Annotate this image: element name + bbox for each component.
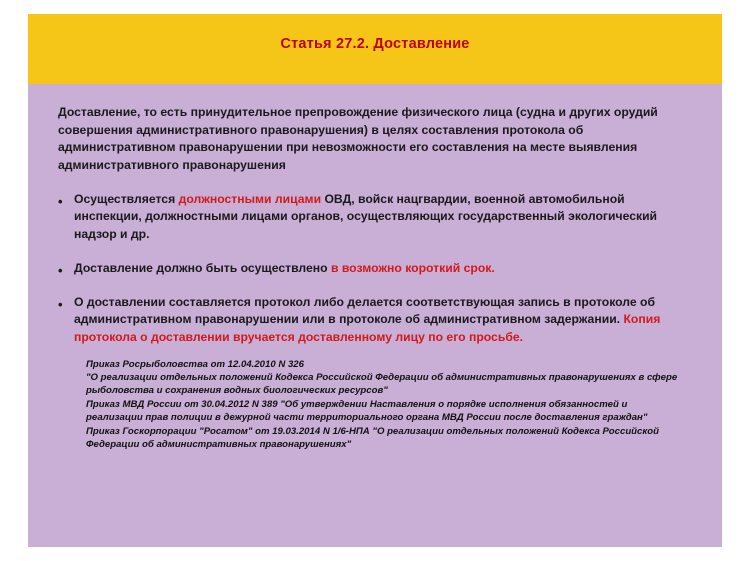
paragraph-protocol [28,294,722,347]
paragraph-text-plain: Осуществляется [74,191,179,206]
reference-item: "О реализации отдельных положений Кодекса Российской Федерации об административных правонарушениях в сфере рыболовства и сохранения водных биологических ресурсов" [86,372,678,397]
paragraph-text: Доставление, то есть принудительное препровождение физического лица (судна и других орудий совершения административного правонарушения) в целях составления протокола об административном правонарушении при невозможности его составления на месте выявления административного правонарушения [58,105,658,173]
paragraph-officials [28,191,722,244]
reference-item: Приказ Росрыболовства от 12.04.2010 N 326 [86,358,304,370]
reference-item: Приказ МВД России от 30.04.2012 N 389 "Об утверждении Наставления о порядке исполнения обязанностей и реализации прав полиции в дежурной части территориального органа МВД России после доставления граждан" [86,399,648,423]
paragraph-timeframe [28,260,722,278]
bullet-marker: • [58,296,63,312]
highlight-officials: должностными лицами [178,191,322,206]
slide [28,14,722,547]
references-block [28,359,722,452]
highlight-copy-protocol: Копия протокола о доставлении вручается доставленному лицу по его просьбе. [74,312,661,344]
paragraph-text-plain: О доставлении составляется протокол либо делается соответствующая запись в протоколе об административном правонарушении или в протоколе об административном задержании. [74,294,656,327]
reference-item: Приказ Госкорпорации "Росатом" от 19.03.2014 N 1/6-НПА "О реализации отдельных положений Кодекса Российской Федерации об административных правонарушениях" [86,425,659,450]
paragraph-text-plain: Доставление должно быть осуществлено [74,260,331,275]
bullet-marker: • [58,262,63,278]
bullet-marker: • [58,193,63,209]
slide-body [28,84,722,547]
paragraph-definition [28,104,722,175]
title-band [28,14,722,84]
paragraph-text-rest: ОВД, войск нацгвардии, военной автомобильной инспекции, должностными лицами органов, осуществляющих государственный экологический надзор и др. [74,191,658,242]
highlight-timeframe: в возможно короткий срок. [330,260,495,275]
page-title: Статья 27.2. Доставление [280,36,470,52]
